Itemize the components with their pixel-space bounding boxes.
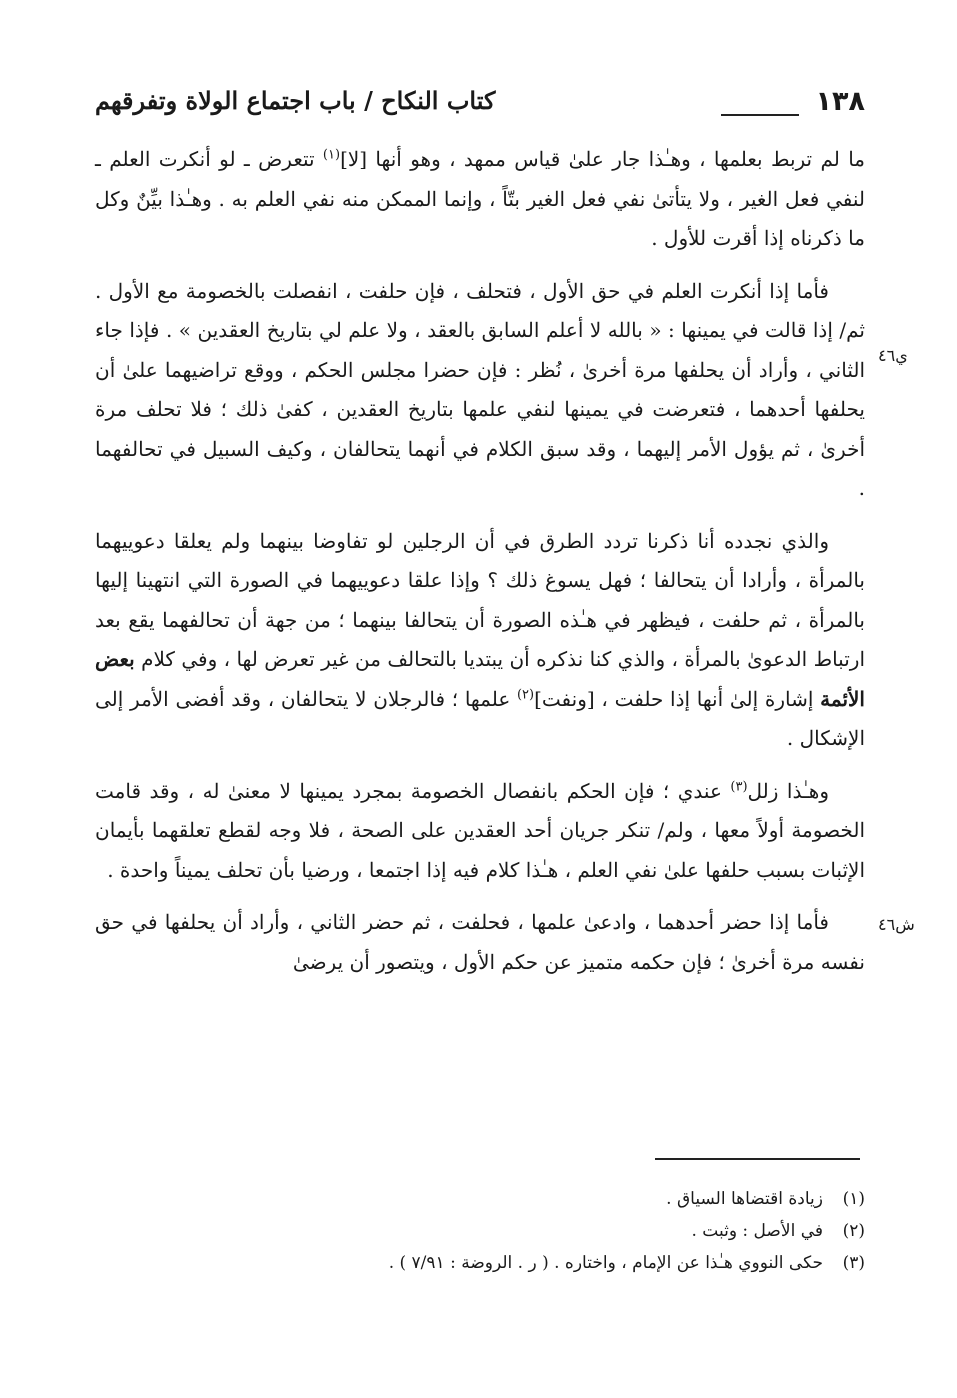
paragraph-2: فأما إذا أنكرت العلم في حق الأول ، فتحلف ، فإن حلفت ، انفصلت بالخصومة مع الأول . ثم/ إذا قالت في يمينها : « بالله لا أعلم السابق بالعقد ، ولا علم لي بتاريخ العقدين » . فإذا جاء الثاني ، وأراد أن يحلفها مرة أخرىٰ ، نُظر : فإن حضرا مجلس الحكم ، ووقع تراضيهما علىٰ أن يحلفها أحدهما ، فتعرضت في يمينها لنفي علمها بتاريخ العقدين ، كفىٰ ذلك ؛ فلا تحلف مرة أخرىٰ ، ثم يؤول الأمر إليهما ، وقد سبق الكلام في أنهما يتحالفان ، وكيف السبيل في تحالفهما . (95, 278, 866, 500)
p1-text-a: ما لم تربط بعلمها ، وهـٰذا جار علىٰ قياس ممهد ، وهو أنها [لا] (340, 147, 866, 171)
margin-marker-ya46: ي٤٦ (878, 346, 908, 365)
page-header (95, 86, 865, 126)
footnote-number: (١) (842, 1189, 865, 1209)
paragraph-5: فأما إذا حضر أحدهما ، وادعىٰ علمها ، فحلفت ، ثم حضر الثاني ، وأراد أن يحلفها في حق نفسه مرة أخرىٰ ؛ فإن حكمه متميز عن حكم الأول ، ويتصور أن يرضىٰ (95, 910, 865, 974)
main-text (95, 140, 865, 995)
p4-text-a: وهـٰذا زلل (747, 778, 830, 803)
footnote-number: (٣) (842, 1253, 865, 1273)
footnote-text: زيادة اقتضاها السياق . (666, 1189, 823, 1209)
p1-text-b: تتعرض ـ لو أنكرت العلم ـ لنفي فعل الغير ، ولا يتأتىٰ نفي فعل الغير بتّاً ، وإنما الممكن منه نفي العلم به . وهـٰذا بيِّنٌ وكل ما ذكرناه إذا أقرت للأول . (95, 147, 865, 250)
footnote-1 (95, 1183, 865, 1215)
footnote-3 (95, 1247, 865, 1279)
footnote-ref-2: (٢) (516, 686, 535, 702)
paragraph-1 (95, 140, 865, 259)
p4-text-b: عندي ؛ فإن الحكم بانفصال الخصومة بمجرد يمينها لا معنىٰ له ، وقد قامت الخصومة أولاً معها ، ولم/ تنكر جريان أحد العقدين على الصحة ، فلا وجه لقطع تعلقهما بأيمان الإثبات بسبب حلفها علىٰ نفي العلم ، هـٰذا كلام فيه إذا اجتمعا ، ورضيا بأن تحلف يميناً واحدة . (95, 778, 865, 882)
footnote-number: (٢) (842, 1221, 865, 1241)
footnote-text: في الأصل : وثبت . (691, 1221, 823, 1241)
paragraph-3 (95, 522, 865, 759)
p3-text-c: علمها ؛ فالرجلان لا يتحالفان ، وقد أفضى الأمر إلى الإشكال . (95, 686, 865, 750)
footnote-rule (655, 1158, 860, 1160)
p3-bold-phrase: بعض الأئمة (95, 647, 865, 711)
running-title: كتاب النكاح / باب اجتماع الولاة وتفرقهم (95, 86, 496, 115)
page-number: ١٣٨ (815, 86, 865, 117)
footnote-text: حكى النووي هـٰذا عن الإمام ، واختاره . ( ر . الروضة : ٧/٩١ ) . (388, 1253, 823, 1273)
p3-text-a: والذي نجدده أنا ذكرنا تردد الطرق في أن الرجلين لو تفاوضا بينهما ولم يعلقا دعوييهما بالمرأة ، وأرادا أن يتحالفا ؛ فهل يسوغ ذلك ؟ وإذا علقا دعوييهما في الصورة التي انتهينا إليها بالمرأة ، ثم حلفت ، فيظهر في هـٰذه الصورة أن يتحالفا بينهما ؛ من جهة أن تحالفهما يقع بعد ارتباط الدعوىٰ بالمرأة ، والذي كنا نذكره أن يبتديا بالتحالف من غير تعرض لها ، وفي كلام (95, 528, 865, 671)
p3-text-b: إشارة إلىٰ أنها إذا حلفت ، [ونفت] (534, 686, 821, 711)
header-rule (721, 114, 799, 116)
footnote-2 (95, 1215, 865, 1247)
footnote-ref-1: (١) (322, 147, 341, 163)
footnotes (95, 1183, 865, 1279)
paragraph-4 (95, 772, 865, 891)
margin-marker-shin46: ش٤٦ (878, 915, 915, 934)
footnote-ref-3: (٣) (730, 778, 748, 794)
